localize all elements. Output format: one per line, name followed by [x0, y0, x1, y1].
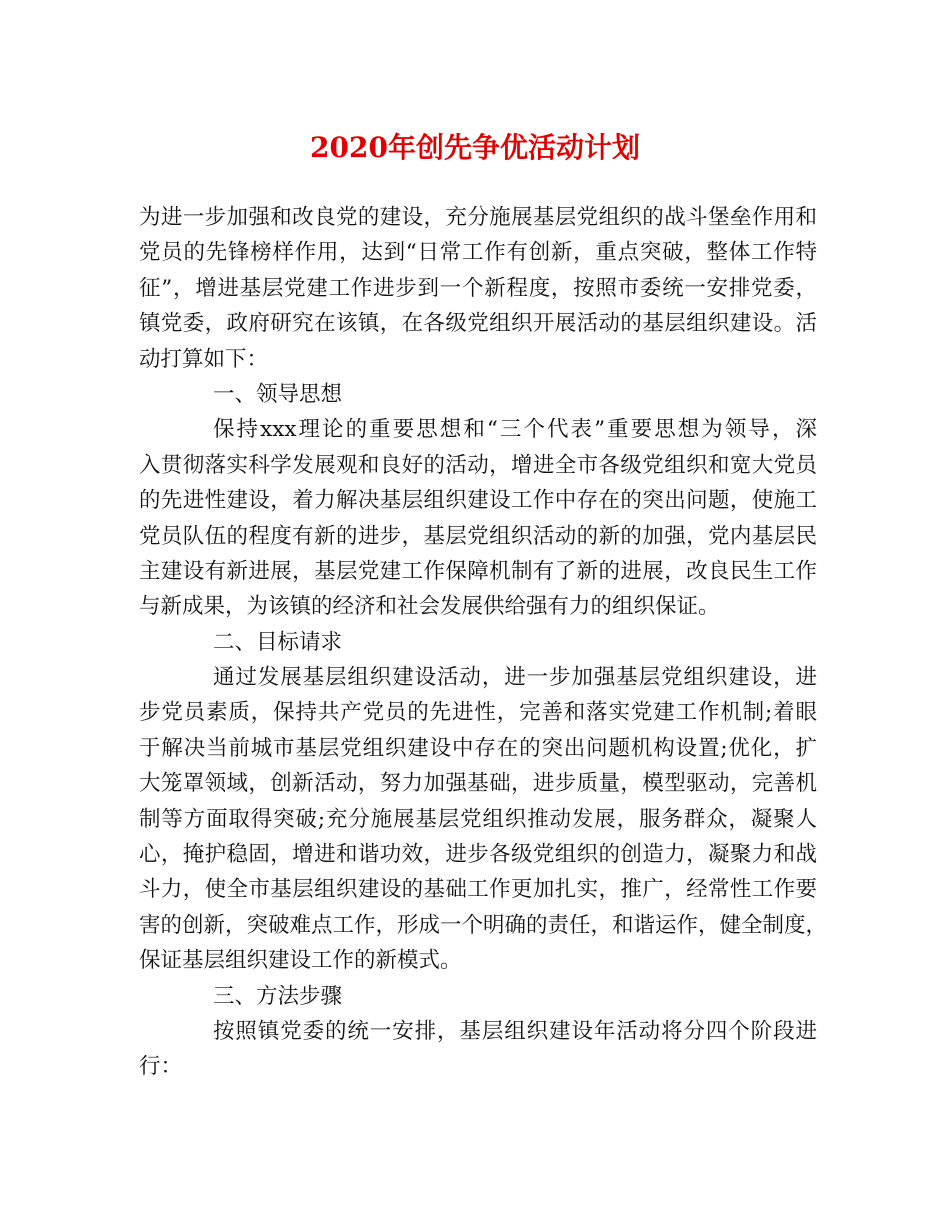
document-body — [139, 200, 828, 1085]
text-line: 党员的先锋榜样作用，达到“日常工作有创新，重点突破，整体工作特 — [139, 240, 817, 266]
text-line: 为进一步加强和改良党的建设，充分施展基层党组织的战斗堡垒作用和 — [139, 205, 817, 230]
text-line: 按照镇党委的统一安排，基层组织建设年活动将分四个阶段进 — [213, 1018, 817, 1044]
text-line: 三、方法步骤 — [213, 983, 343, 1009]
text-line: 动打算如下： — [139, 346, 269, 372]
text-line: 保证基层组织建设工作的新模式。 — [139, 948, 462, 974]
text-line: 党员队伍的程度有新的进步，基层党组织活动的新的加强，党内基层民 — [139, 523, 817, 549]
text-line: 征”，增进基层党建工作进步到一个新程度，按照市委统一安排党委， — [139, 275, 817, 301]
text-line: 斗力，使全市基层组织建设的基础工作更加扎实，推广，经常性工作要 — [139, 877, 817, 903]
text-line: 害的创新，突破难点工作，形成一个明确的责任，和谐运作，健全制度， — [139, 912, 828, 938]
text-line: 通过发展基层组织建设活动，进一步加强基层党组织建设，进 — [213, 665, 817, 691]
text-line: 于解决当前城市基层党组织建设中存在的突出问题机构设置;优化，扩 — [139, 735, 817, 761]
text-line: 二、目标请求 — [213, 629, 343, 655]
text-line: 行： — [139, 1054, 183, 1080]
text-line: 制等方面取得突破;充分施展基层党组织推动发展，服务群众，凝聚人 — [139, 806, 817, 832]
text-line: 入贯彻落实科学发展观和良好的活动，增进全市各级党组织和宽大党员 — [139, 452, 817, 478]
text-line: 大笼罩领域，创新活动，努力加强基础，进步质量，模型驱动，完善机 — [139, 771, 817, 797]
text-line: 一、领导思想 — [213, 381, 343, 407]
text-line: 主建设有新进展，基层党建工作保障机制有了新的进展，改良民生工作 — [139, 558, 817, 584]
document-title: 2020年创先争优活动计划 — [310, 131, 640, 164]
text-line: 心，掩护稳固，增进和谐功效，进步各级党组织的创造力，凝聚力和战 — [139, 842, 817, 868]
text-line: 的先进性建设，着力解决基层组织建设工作中存在的突出问题，使施工 — [139, 488, 817, 514]
text-line: 与新成果，为该镇的经济和社会发展供给强有力的组织保证。 — [139, 594, 720, 620]
text-line: 镇党委，政府研究在该镇，在各级党组织开展活动的基层组织建设。活 — [139, 311, 817, 337]
text-line: 保持xxx理论的重要思想和“三个代表”重要思想为领导，深 — [213, 417, 817, 443]
text-line: 步党员素质，保持共产党员的先进性，完善和落实党建工作机制;着眼 — [139, 700, 817, 726]
